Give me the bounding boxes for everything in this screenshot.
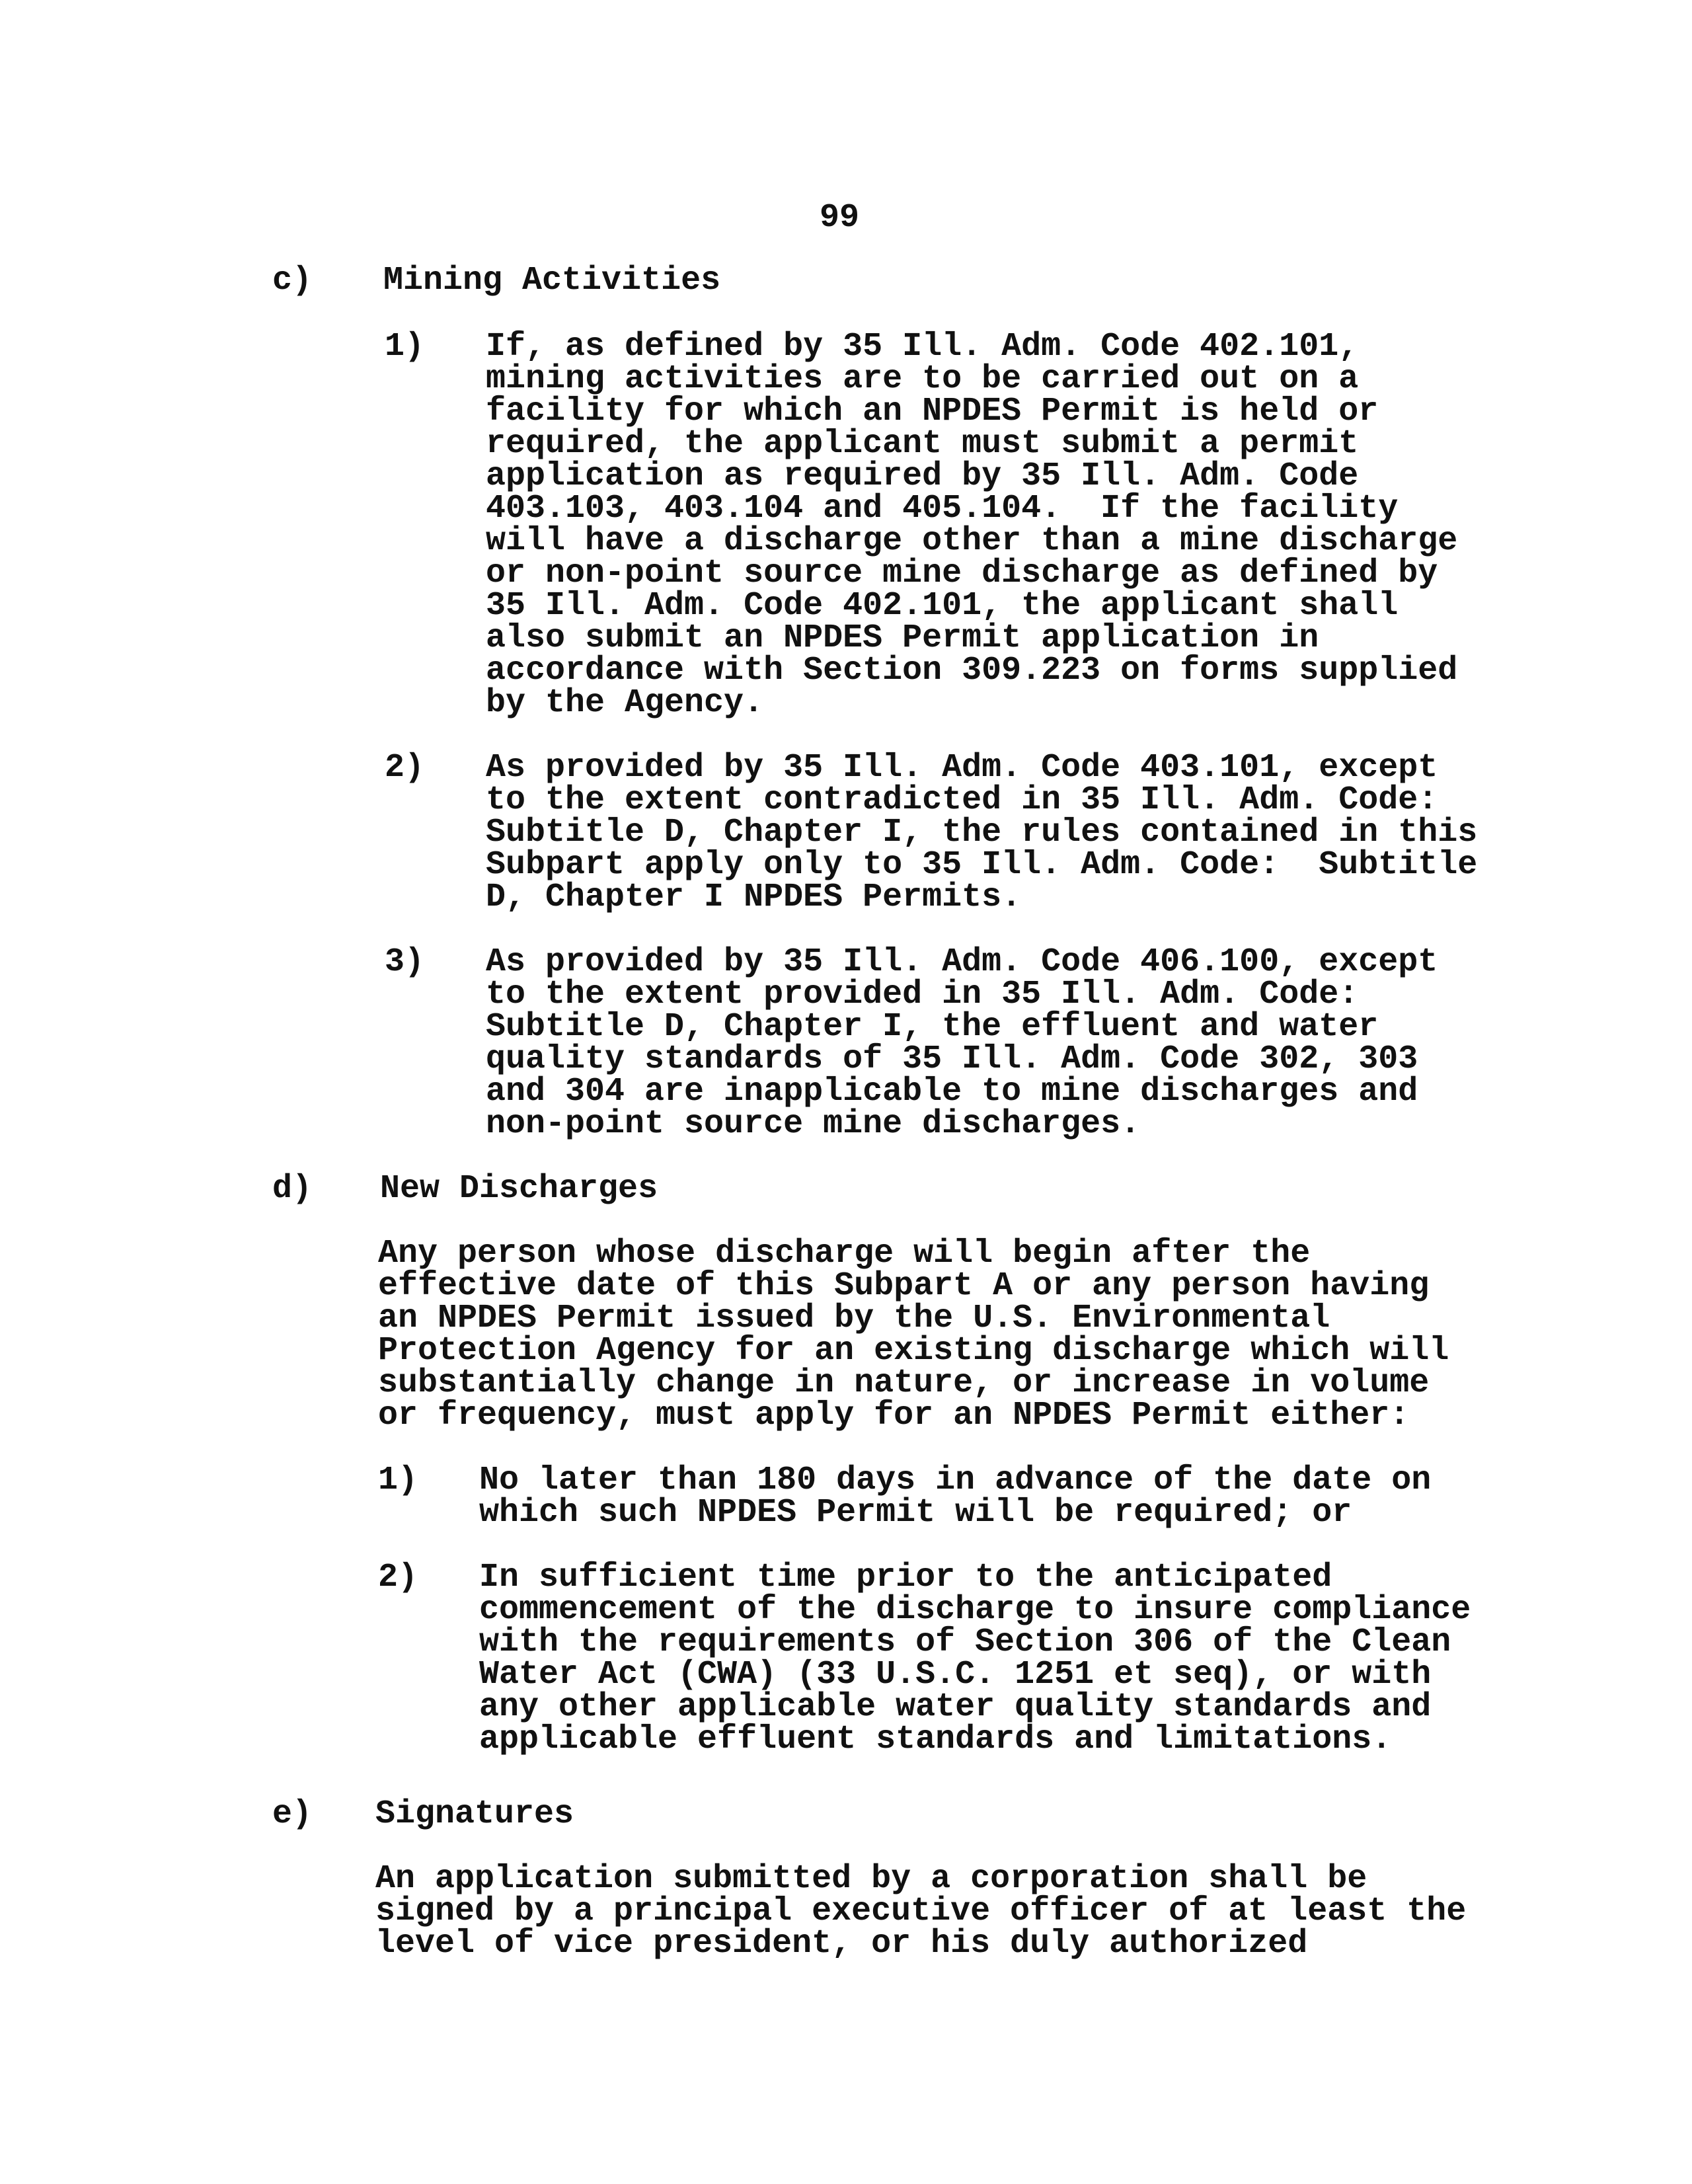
section-d-title: New Discharges [380,1170,658,1208]
section-e-title: Signatures [375,1795,574,1833]
section-c-item-3-marker: 3) [385,943,425,981]
page-number: 99 [820,199,860,237]
section-c-marker: c) [272,262,313,299]
section-e-marker: e) [272,1795,313,1833]
section-d-item-2-marker: 2) [378,1559,418,1596]
section-d-marker: d) [272,1170,313,1208]
section-c-item-2-marker: 2) [385,749,425,787]
section-d-item-1-marker: 1) [378,1462,418,1499]
section-c-title: Mining Activities [383,262,721,299]
section-c-item-1-marker: 1) [385,328,425,366]
